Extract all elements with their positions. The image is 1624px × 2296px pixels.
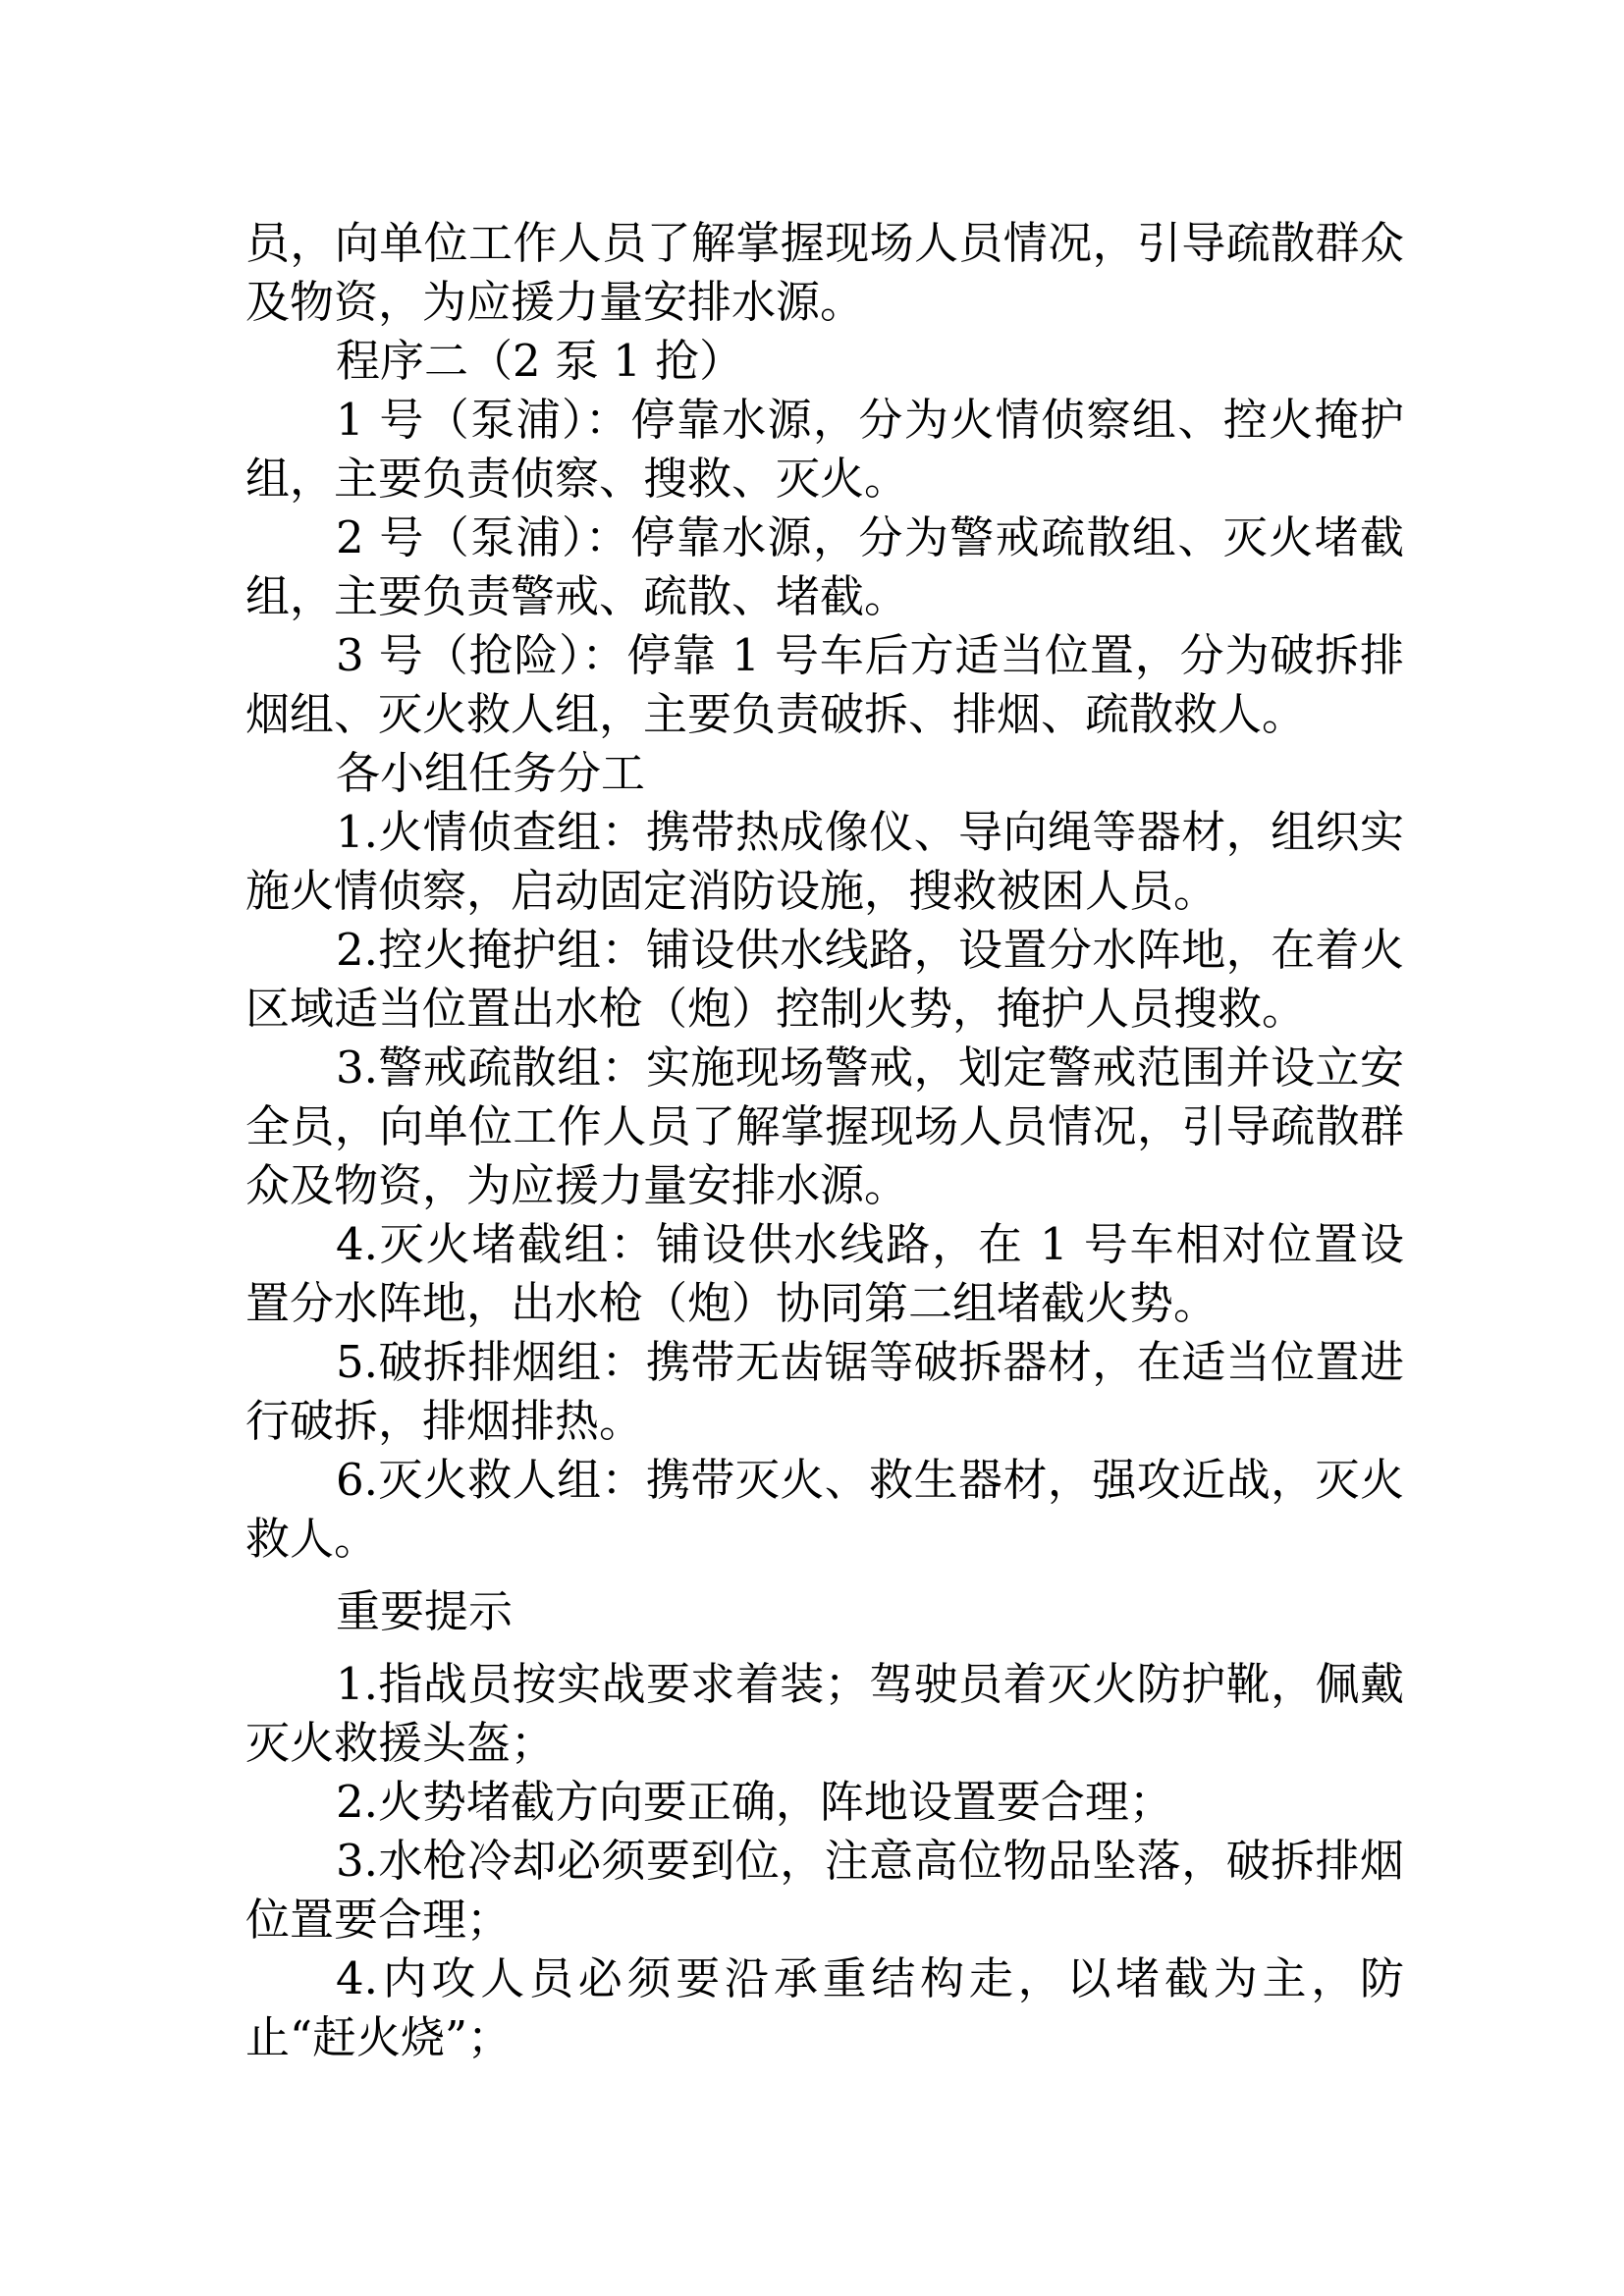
heading-procedure-two: 程序二（2 泵 1 抢）	[336, 335, 744, 387]
paragraph-note-3: 3.水枪冷却必须要到位，注意高位物品坠落，破拆排烟位置要合理；	[245, 1835, 1404, 1946]
paragraph-unit-2: 2 号（泵浦）：停靠水源，分为警戒疏散组、灭火堵截组，主要负责警戒、疏散、堵截。	[245, 511, 1404, 622]
paragraph-task-4: 4.灭火堵截组：铺设供水线路，在 1 号车相对位置设置分水阵地，出水枪（炮）协同第二组堵截火势。	[245, 1218, 1404, 1329]
heading-group-tasks: 各小组任务分工	[336, 747, 646, 799]
paragraph-task-2: 2.控火掩护组：铺设供水线路，设置分水阵地，在着火区域适当位置出水枪（炮）控制火势，掩护人员搜救。	[245, 924, 1404, 1035]
paragraph-note-2: 2.火势堵截方向要正确，阵地设置要合理；	[336, 1776, 1173, 1828]
paragraph-task-6: 6.灭火救人组：携带灭火、救生器材，强攻近战，灭火救人。	[245, 1454, 1404, 1565]
paragraph-note-4: 4.内攻人员必须要沿承重结构走，以堵截为主，防止“赶火烧”；	[245, 1952, 1404, 2063]
paragraph-unit-1: 1 号（泵浦）：停靠水源，分为火情侦察组、控火掩护组，主要负责侦察、搜救、灭火。	[245, 394, 1404, 505]
paragraph-unit-3: 3 号（抢险）：停靠 1 号车后方适当位置，分为破拆排烟组、灭火救人组，主要负责破拆、排烟、疏散救人。	[245, 629, 1404, 740]
paragraph-note-1: 1.指战员按实战要求着装；驾驶员着灭火防护靴，佩戴灭火救援头盔；	[245, 1658, 1404, 1769]
paragraph-task-3: 3.警戒疏散组：实施现场警戒，划定警戒范围并设立安全员，向单位工作人员了解掌握现场人员情况，引导疏散群众及物资，为应援力量安排水源。	[245, 1041, 1404, 1211]
heading-important-notes: 重要提示	[336, 1585, 514, 1637]
paragraph-continuation: 员，向单位工作人员了解掌握现场人员情况，引导疏散群众及物资，为应援力量安排水源。	[245, 217, 1404, 328]
paragraph-task-1: 1.火情侦查组：携带热成像仪、导向绳等器材，组织实施火情侦察，启动固定消防设施，搜救被困人员。	[245, 806, 1404, 917]
paragraph-task-5: 5.破拆排烟组：携带无齿锯等破拆器材，在适当位置进行破拆，排烟排热。	[245, 1336, 1404, 1447]
document-page	[245, 214, 1404, 2067]
